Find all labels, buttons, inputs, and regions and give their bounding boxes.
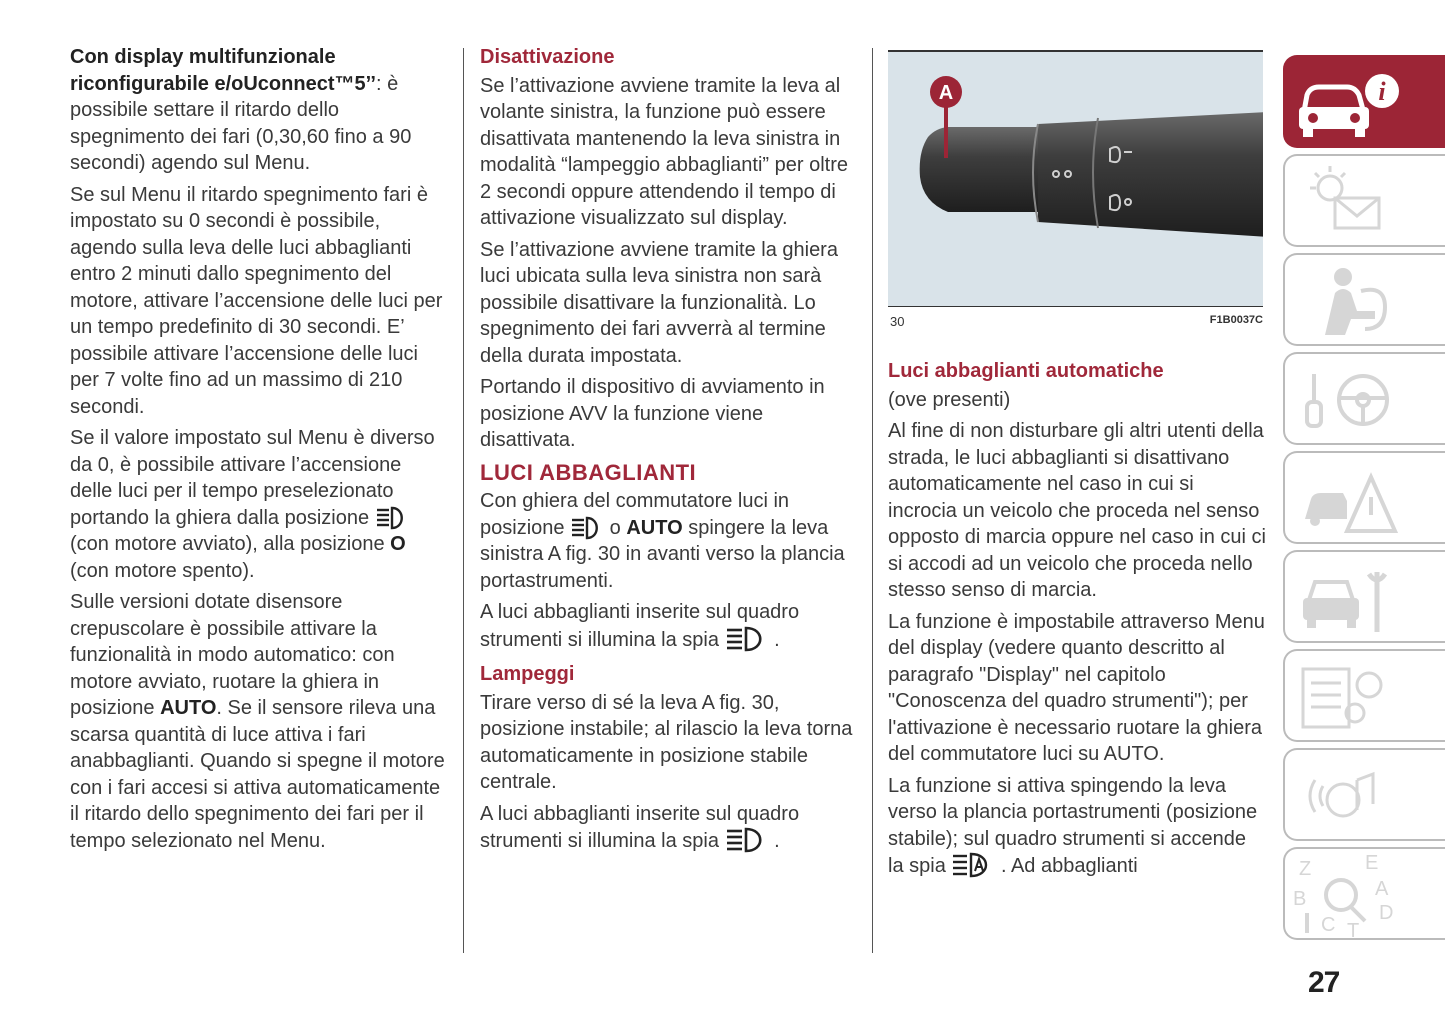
airbag-icon: [1285, 255, 1445, 348]
svg-text:E: E: [1365, 852, 1379, 874]
column-1: [70, 44, 448, 859]
paragraph-4: Sulle versioni dotate disensore crepuscolare è possibile attivare la funzionalità in modo automatico: con motore avviato, ruotare la ghiera in posizione AUTO. Se il sensore rileva una scarsa quantità di luce attiva i fari anabbaglianti. Quando si spegne il motore con i fari accesi si attiva automaticamente il ritardo dello spegnimento dei fari per il tempo selezionato nel Menu.: [70, 591, 445, 852]
car-info-icon: [1285, 57, 1445, 150]
tab-multimedia[interactable]: [1283, 748, 1445, 841]
light-lever-illustration: [888, 52, 1263, 306]
tab-safety[interactable]: [1283, 253, 1445, 346]
figure-code: F1B0037C: [1209, 314, 1263, 326]
tab-index[interactable]: [1283, 847, 1445, 940]
paragraph-3: Se il valore impostato sul Menu è diverso da 0, è possibile attivare l’accensione delle luci per il tempo preselezionato portando la ghiera dalla posizione (con motore avviato), alla posizione O (con motore spento).: [70, 427, 435, 582]
svg-text:C: C: [1321, 914, 1336, 936]
specs-gear-icon: [1285, 651, 1445, 744]
high-beam-warning-icon: [725, 827, 769, 853]
paragraph: A luci abbaglianti inserite sul quadro strumenti si illumina la spia .: [480, 601, 800, 651]
column-3: [888, 358, 1266, 885]
heading-display: Con display multifunzionale riconfigurabile e/oUconnect™5’’: [70, 46, 376, 95]
paragraph: (ove presenti): [888, 388, 1011, 411]
tab-emergency[interactable]: [1283, 451, 1445, 544]
svg-text:A: A: [1375, 878, 1389, 900]
column-divider: [463, 48, 464, 953]
paragraph: Tirare verso di sé la leva A fig. 30, posizione instabile; al rilascio la leva torna automaticamente in posizione stabile centrale.: [480, 691, 853, 793]
tab-lights-messages[interactable]: [1283, 154, 1445, 247]
multimedia-icon: [1285, 750, 1445, 843]
paragraph: La funzione è impostabile attraverso Menu del display (vedere quanto descritto al paragrafo "Display" nel capitolo "Conoscenza del quadro strumenti"); per l'attivazione è necessario ruotare la ghiera del commutatore luci su AUTO.: [888, 610, 1265, 765]
paragraph: Al fine di non disturbare gli altri utenti della strada, le luci abbaglianti si disattivano automaticamente nel caso in cui si incrocia un veicolo che proceda nel senso opposto di marcia oppure nel caso in cui ci si accodi ad un veicolo che proceda nello stesso senso di marcia.: [888, 420, 1266, 601]
paragraph-2: Se sul Menu il ritardo spegnimento fari è impostato su 0 secondi è possibile, agendo sulla leva delle luci abbaglianti entro 2 minuti dallo spegnimento del motore, attivare l’accensione delle luci per un tempo predefinito di 30 secondi. E’ possibile attivare l’accensione delle luci per 7 volte fino ad un massimo di 210 secondi.: [70, 183, 443, 418]
car-tools-icon: [1285, 552, 1445, 645]
svg-text:B: B: [1293, 888, 1307, 910]
paragraph: La funzione si attiva spingendo la leva verso la plancia portastrumenti (posizione stabile); sul quadro strumenti si accende la spia . Ad abbaglianti: [888, 774, 1258, 877]
paragraph: Se l’attivazione avviene tramite la ghiera luci ubicata sulla leva sinistra non sarà possibile disattivare la funzionalità. Lo spegnimento dei fari avverrà al termine della durata impostata.: [480, 238, 838, 367]
light-message-icon: [1285, 156, 1445, 249]
heading-disattivazione: Disattivazione: [480, 46, 615, 68]
auto-high-beam-icon: [951, 852, 995, 878]
paragraph: Se l’attivazione avviene tramite la leva al volante sinistra, la funzione può essere disattivata mantenendo la leva sinistra in modalità “lampeggio abbaglianti” per oltre 2 secondi oppure attendendo il tempo di attivazione visualizzato sul display.: [480, 74, 848, 229]
tab-starting-driving[interactable]: [1283, 352, 1445, 445]
column-2: [480, 44, 858, 860]
tab-maintenance[interactable]: [1283, 550, 1445, 643]
key-steering-icon: [1285, 354, 1445, 447]
figure-light-lever: [888, 50, 1263, 307]
high-beam-warning-icon: [725, 626, 769, 652]
heading-luci-abbaglianti: LUCI ABBAGLIANTI: [480, 459, 697, 485]
tab-car-info[interactable]: [1283, 55, 1445, 148]
svg-text:T: T: [1347, 920, 1360, 942]
column-divider: [872, 48, 873, 953]
paragraph: Con ghiera del commutatore luci in posizione o AUTO spingere la leva sinistra A fig. 30 in avanti verso la plancia portastrumenti.: [480, 490, 845, 592]
figure-number: 30: [890, 314, 905, 329]
svg-text:i: i: [1378, 77, 1386, 106]
figure-label-a: A: [938, 82, 954, 104]
index-az-icon: [1285, 849, 1445, 942]
svg-text:D: D: [1379, 902, 1394, 924]
paragraph: A luci abbaglianti inserite sul quadro strumenti si illumina la spia .: [480, 802, 800, 852]
heading-luci-automatiche: Luci abbaglianti automatiche: [888, 360, 1164, 382]
paragraph: Portando il dispositivo di avviamento in posizione AVV la funzione viene disattivata.: [480, 376, 825, 451]
warning-car-icon: [1285, 453, 1445, 546]
tab-technical-data[interactable]: [1283, 649, 1445, 742]
svg-text:Z: Z: [1299, 858, 1312, 880]
high-beam-icon: [570, 516, 604, 540]
high-beam-icon: [375, 506, 409, 530]
paragraph-1: Con display multifunzionale riconfigurabile e/oUconnect™5’’: è possibile settare il ritardo dello spegnimento dei fari (0,30,60 fino a 90 secondi) agendo sul Menu.: [70, 46, 412, 174]
heading-lampeggi: Lampeggi: [480, 663, 575, 685]
page-number: 27: [1308, 966, 1340, 999]
